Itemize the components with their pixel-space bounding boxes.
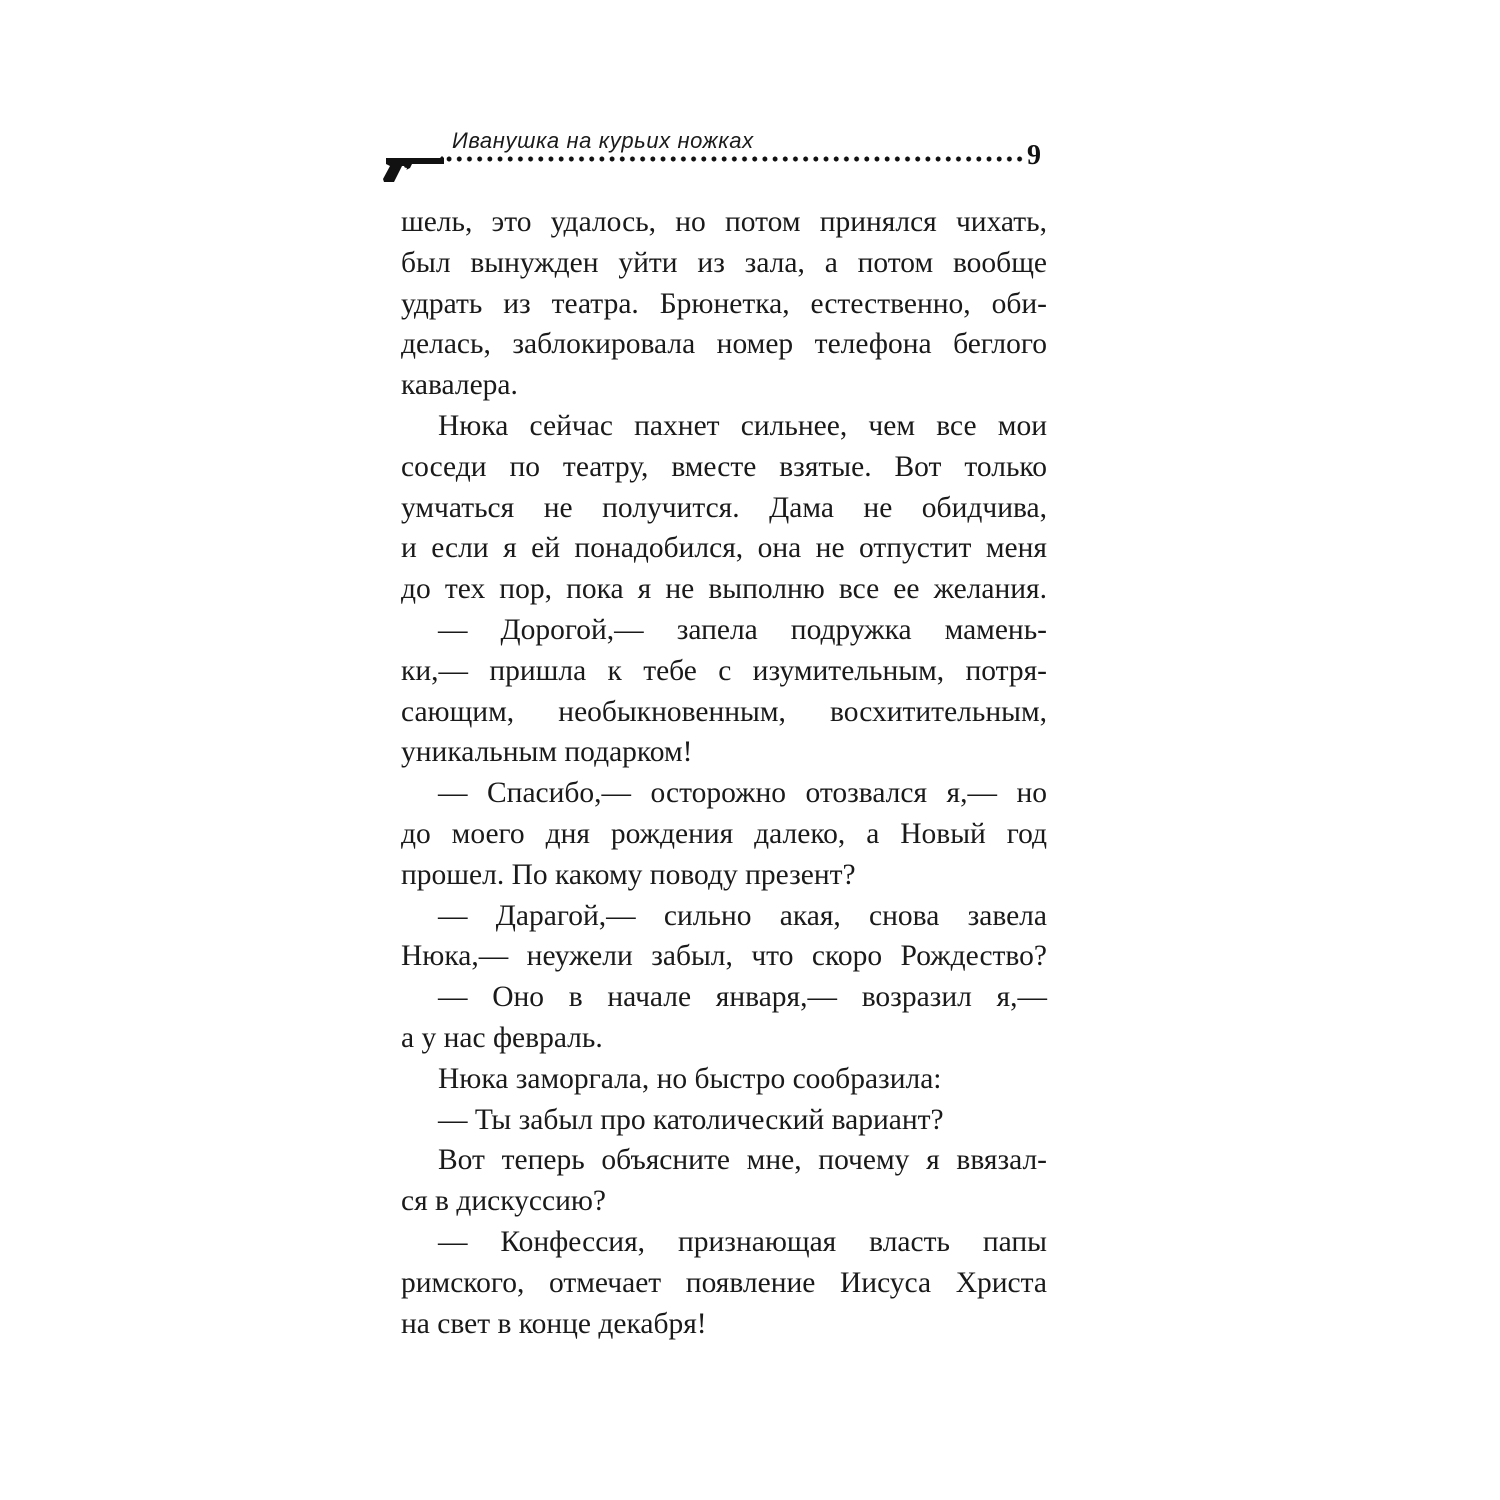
body-text	[401, 202, 1047, 1344]
text-line: Нюка,— неужели забыл, что скоро Рождество?	[401, 940, 1047, 973]
text-line: — Дорогой,— запела подружка мамень-	[438, 613, 1047, 646]
text-line: а у нас февраль.	[401, 1021, 603, 1054]
text-line: и если я ей понадобился, она не отпустит меня	[401, 532, 1047, 565]
text-line: делась, заблокировала номер телефона беглого	[401, 328, 1047, 361]
running-title: Иванушка на курьих ножках	[452, 128, 754, 153]
text-line: — Конфессия, признающая власть папы	[438, 1225, 1047, 1258]
text-line: прошел. По какому поводу презент?	[401, 858, 856, 891]
text-line: — Дарагой,— сильно акая, снова завела	[438, 899, 1047, 932]
text-line: кавалера.	[401, 369, 518, 402]
revolver-icon	[382, 152, 444, 186]
text-line: был вынужден уйти из зала, а потом вообще	[401, 246, 1047, 279]
text-line: до тех пор, пока я не выполню все ее желания.	[401, 573, 1047, 606]
text-line: на свет в конце декабря!	[401, 1307, 707, 1340]
text-line: уникальным подарком!	[401, 736, 693, 769]
text-line: удрать из театра. Брюнетка, естественно, оби-	[401, 287, 1047, 320]
text-line: соседи по театру, вместе взятые. Вот только	[401, 450, 1047, 483]
text-line: римского, отмечает появление Иисуса Христа	[401, 1266, 1047, 1299]
text-line: — Ты забыл про католический вариант?	[438, 1103, 944, 1136]
text-line: — Оно в начале января,— возразил я,—	[438, 981, 1047, 1014]
text-line: — Спасибо,— осторожно отозвался я,— но	[438, 777, 1047, 810]
text-line: ся в дискуссию?	[401, 1185, 607, 1218]
text-line: шель, это удалось, но потом принялся чихать,	[401, 206, 1047, 238]
page-number: 9	[1027, 140, 1041, 171]
text-line: сающим, необыкновенным, восхитительным,	[401, 695, 1047, 728]
text-line: ки,— пришла к тебе с изумительным, потря-	[401, 654, 1047, 687]
text-line: Нюка сейчас пахнет сильнее, чем все мои	[438, 409, 1047, 442]
text-line: Нюка заморгала, но быстро сообразила:	[438, 1062, 942, 1095]
text-line: Вот теперь объясните мне, почему я ввязал-	[438, 1144, 1047, 1177]
text-line: умчаться не получится. Дама не обидчива,	[401, 491, 1047, 524]
header-dotted-rule	[444, 154, 1026, 164]
text-line: до моего дня рождения далеко, а Новый год	[401, 817, 1047, 850]
